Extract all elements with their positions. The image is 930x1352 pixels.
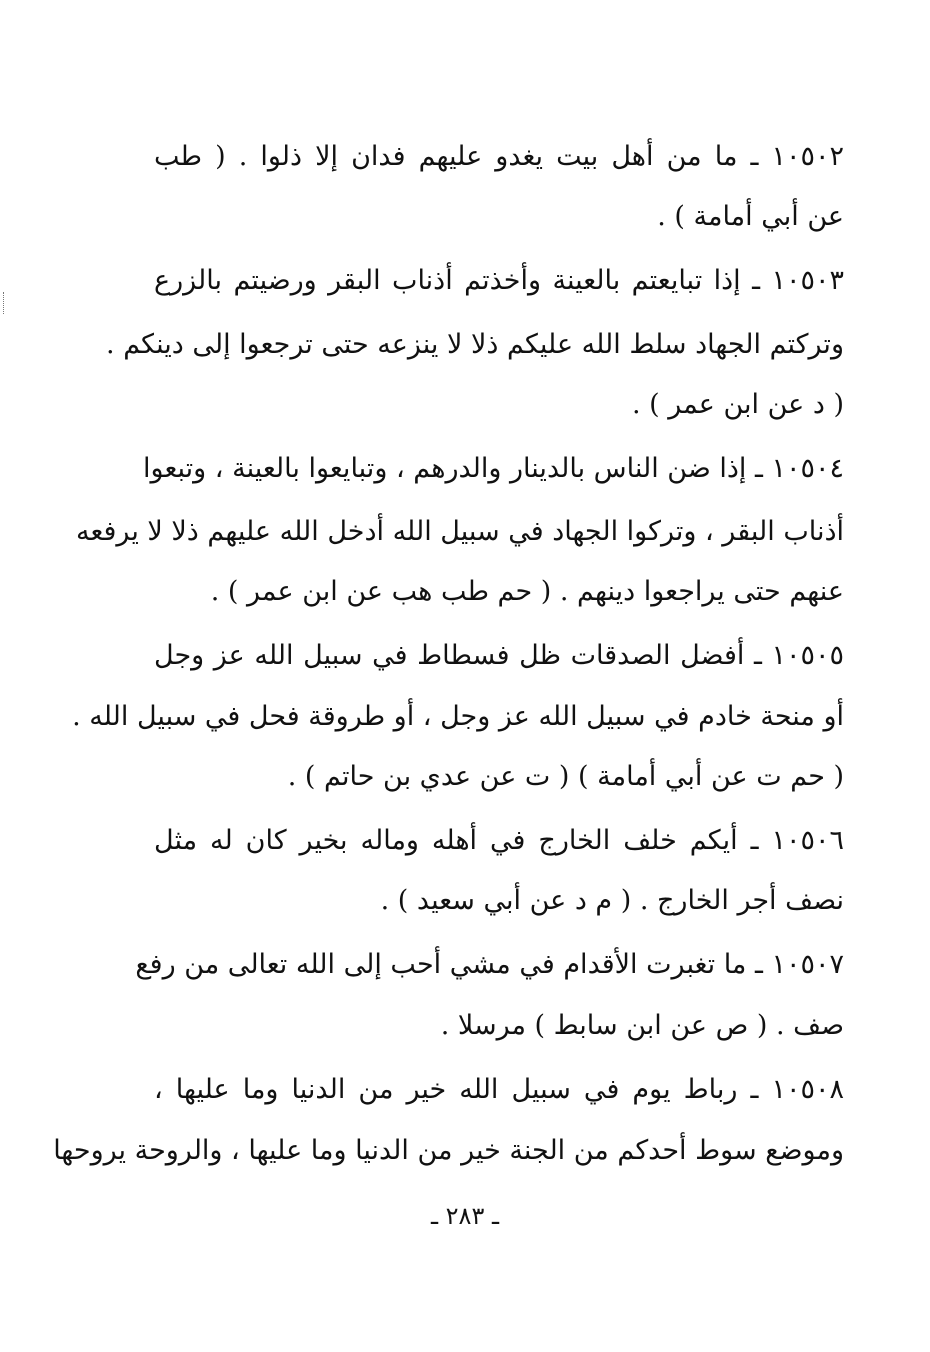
hadith-10506-line-2: نصف أجر الخارج . ( م د عن أبي سعيد ) . [380,885,844,916]
hadith-10508-line-2: وموضع سوط أحدكم من الجنة خير من الدنيا وما عليها ، والروحة يروحها [53,1135,844,1166]
hadith-10504-line-1: ١٠٥٠٤ ـ إذا ضن الناس بالدينار والدرهم ، وتبايعوا بالعينة ، وتبعوا [143,453,844,484]
hadith-10505-line-3: ( حم ت عن أبي أمامة ) ( ت عن عدي بن حاتم ) . [287,761,844,792]
hadith-10503-line-2: وتركتم الجهاد سلط الله عليكم ذلا لا ينزعه حتى ترجعوا إلى دينكم . [106,329,844,360]
scan-edge-mark [3,292,4,314]
hadith-10504-line-3: عنهم حتى يراجعوا دينهم . ( حم طب هب عن ابن عمر ) . [210,576,844,607]
hadith-10502-line-1: ١٠٥٠٢ ـ ما من أهل بيت يغدو عليهم فدان إلا ذلوا . ( طب [154,141,844,172]
hadith-10505-line-1: ١٠٥٠٥ ـ أفضل الصدقات ظل فسطاط في سبيل الله عز وجل [154,640,844,671]
hadith-10503-line-1: ١٠٥٠٣ ـ إذا تبايعتم بالعينة وأخذتم أذناب البقر ورضيتم بالزرع [154,265,844,296]
hadith-10506-line-1: ١٠٥٠٦ ـ أيكم خلف الخارج في أهله وماله بخير كان له مثل [154,825,844,856]
page-number: ـ ٢٨٣ ـ [430,1202,499,1230]
hadith-10508-line-1: ١٠٥٠٨ ـ رباط يوم في سبيل الله خير من الدنيا وما عليها ، [154,1074,844,1105]
hadith-10502-line-2: عن أبي أمامة ) . [657,201,844,232]
hadith-10507-line-2: صف . ( ص عن ابن سابط ) مرسلا . [440,1010,844,1041]
hadith-10505-line-2: أو منحة خادم في سبيل الله عز وجل ، أو طروقة فحل في سبيل الله . [72,701,844,732]
hadith-10503-line-3: ( د عن ابن عمر ) . [631,389,844,420]
hadith-10504-line-2: أذناب البقر ، وتركوا الجهاد في سبيل الله أدخل الله عليهم ذلا لا يرفعه [76,516,844,547]
hadith-10507-line-1: ١٠٥٠٧ ـ ما تغبرت الأقدام في مشي أحب إلى الله تعالى من رفع [135,949,844,980]
